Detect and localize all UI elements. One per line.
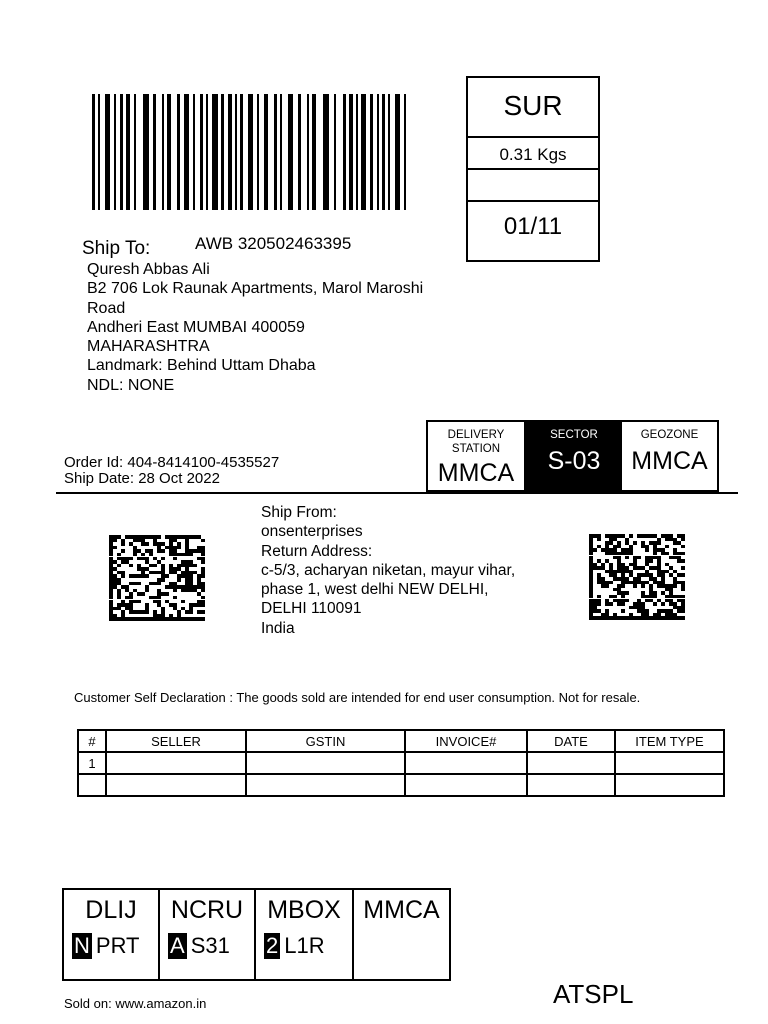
route-cell [64,890,160,979]
ship-from-line: c-5/3, acharyan niketan, mayur vihar, [261,561,516,579]
barcode-bar [126,94,130,210]
barcode-bar [248,94,253,210]
barcode-bar [395,94,400,210]
delivery-station-label: DELIVERY [447,429,505,441]
ship-from-line: phase 1, west delhi NEW DELHI, [261,581,489,599]
code-module [117,564,121,568]
barcode-bar [153,94,156,210]
barcode-bar [240,94,243,210]
col-header: INVOICE# [405,730,527,752]
code-module [121,549,125,553]
code-module [173,557,177,561]
code-module [201,617,205,621]
route-badge: A [170,933,185,958]
barcode-bar [177,94,180,210]
table-cell [615,774,724,796]
code-module [681,545,685,549]
code-module [681,616,685,620]
code-module [605,584,609,588]
code-module [157,582,161,586]
right-2d-code [589,534,685,620]
code-module [665,545,669,549]
code-module [201,574,205,578]
barcode-bar [212,94,218,210]
barcode-bar [162,94,164,210]
code-module [633,584,637,588]
sold-on: Sold on: www.amazon.in [64,996,207,1011]
sector-cell [526,422,622,490]
order-id: Order Id: 404-8414100-4535527 [64,454,280,471]
code-module [633,541,637,545]
barcode-bar [114,94,116,210]
divider-line [56,492,738,494]
code-module [661,602,665,606]
code-module [145,542,149,546]
code-module [681,559,685,563]
ship-from-line: DELHI 110091 [261,600,362,618]
col-header: SELLER [106,730,246,752]
ship-from-block [261,503,515,638]
ship-from-line: Return Address: [261,542,373,560]
delivery-station-value: MMCA [437,459,515,487]
route-top: MMCA [363,896,440,924]
seller-table [77,729,725,797]
barcode-bar [307,94,309,210]
address-line: B2 706 Lok Raunak Apartments, Marol Maroshi [87,280,424,298]
code-module [621,602,625,606]
barcode-bar [200,94,203,210]
sector-value: S-03 [547,447,601,475]
code-module [145,574,149,578]
code-module [145,589,149,593]
barcode-bar [184,94,189,210]
code-module [141,592,145,596]
ship-to-label: Ship To: [82,238,151,259]
code-module [161,578,165,582]
barcode-bar [388,94,390,210]
code-module [681,538,685,542]
code-module [681,609,685,613]
ship-from-line: India [261,619,295,637]
delivery-station-label-2: STATION [451,443,501,455]
code-module [121,542,125,546]
barcode-bar [404,94,406,210]
table-cell [246,774,405,796]
table-cell [405,752,527,774]
table-cell [527,774,615,796]
code-module [201,539,205,543]
barcode-bar [356,94,358,210]
table-cell [527,752,615,774]
route-cell [354,890,449,979]
barcode-bar [134,94,136,210]
table-cell: 1 [78,752,106,774]
barcode-bar [370,94,373,210]
table-cell [106,752,246,774]
barcode-bar [105,94,110,210]
route-cell [256,890,354,979]
package-count: 01/11 [503,213,563,240]
awb-barcode [92,94,410,210]
address-line: Landmark: Behind Uttam Dhaba [87,357,316,375]
barcode-bar [349,94,353,210]
code-module [657,541,661,545]
order-info [64,455,279,487]
route-badge: 2 [266,933,279,958]
table-row [78,774,724,796]
code-module [681,573,685,577]
table-cell [246,752,405,774]
code-module [161,549,165,553]
customer-declaration: Customer Self Declaration : The goods sold are intended for end user consumption. Not for resale. [74,690,641,705]
delivery-station-cell [428,422,526,490]
geozone-cell [622,422,717,490]
code-module [609,602,613,606]
barcode-bar [167,94,171,210]
ship-from-line: Ship From: [261,504,337,521]
code-module [181,600,185,604]
code-module [113,539,117,543]
barcode-bar [257,94,259,210]
route-rest: S31 [190,933,230,958]
col-header: ITEM TYPE [615,730,724,752]
code-module [621,584,625,588]
route-code-box [62,888,451,981]
route-top: MBOX [267,896,341,924]
address-line: Quresh Abbas Ali [87,261,210,278]
sort-code: SUR [468,78,598,138]
barcode-bar [377,94,379,210]
barcode-bar [280,94,282,210]
barcode-bar [343,94,346,210]
code-module [653,602,657,606]
code-module [177,546,181,550]
code-module [201,589,205,593]
address-line: Road [87,299,126,317]
carrier-code: ATSPL [553,979,634,1009]
code-module [681,566,685,570]
blank-cell [468,170,598,202]
code-module [625,599,629,603]
code-module [137,600,141,604]
barcode-bar [221,94,224,210]
barcode-bar [193,94,195,210]
code-module [161,557,165,561]
barcode-bar [120,94,123,210]
code-module [629,534,633,538]
barcode-bar [312,94,316,210]
table-row [78,752,724,774]
table-cell [78,774,106,796]
barcode-bar [92,94,95,210]
code-module [201,560,205,564]
barcode-bar [334,94,336,210]
barcode-bar [274,94,277,210]
code-module [129,557,133,561]
code-module [189,610,193,614]
code-module [681,552,685,556]
route-rest: L1R [284,933,325,958]
code-module [173,596,177,600]
code-module [121,574,125,578]
route-bottom [264,933,325,959]
code-module [189,553,193,557]
code-module [637,556,641,560]
code-module [597,602,601,606]
code-module [625,591,629,595]
left-2d-code [109,535,205,621]
address-line: NDL: NONE [87,376,175,394]
code-module [193,564,197,568]
code-module [129,564,133,568]
code-module [201,610,205,614]
code-module [113,546,117,550]
barcode-bar [228,94,232,210]
table-cell [106,774,246,796]
awb-number: AWB 320502463395 [195,234,352,253]
ship-to-address [87,260,467,395]
route-cell [160,890,256,979]
sector-label: SECTOR [550,429,598,441]
barcode-bar [361,94,366,210]
code-module [649,559,653,563]
code-module [609,581,613,585]
geozone-value: MMCA [631,447,708,475]
route-top: DLIJ [85,896,137,924]
barcode-bar [235,94,237,210]
code-module [145,610,149,614]
col-header: DATE [527,730,615,752]
code-module [137,582,141,586]
address-line: Andheri East MUMBAI 400059 [87,318,305,336]
sort-info-box [466,76,600,262]
col-header: GSTIN [246,730,405,752]
code-module [681,588,685,592]
routing-box [426,420,719,492]
route-badge: N [74,933,90,958]
barcode-bar [143,94,149,210]
code-module [641,584,645,588]
code-module [153,564,157,568]
barcode-bar [288,94,293,210]
code-module [645,548,649,552]
table-cell [405,774,527,796]
code-module [621,609,625,613]
route-top: NCRU [170,896,244,924]
barcode-bar [382,94,385,210]
ship-date: Ship Date: 28 Oct 2022 [64,470,220,487]
col-header: # [78,730,106,752]
route-bottom [168,933,230,959]
code-module [673,584,677,588]
barcode-bar [206,94,208,210]
barcode-bar [98,94,100,210]
address-line: MAHARASHTRA [87,338,210,356]
route-rest: PRT [95,933,140,958]
barcode-bar [323,94,329,210]
barcode-bar [264,94,268,210]
code-module [201,603,205,607]
code-module [593,548,597,552]
route-bottom [72,933,140,959]
code-module [165,592,169,596]
ship-from-line: onsenterprises [261,523,363,541]
table-header-row [78,730,724,752]
code-module [165,574,169,578]
table-cell [615,752,724,774]
code-module [173,589,177,593]
code-module [157,535,161,539]
barcode-bar [298,94,301,210]
package-weight: 0.31 Kgs [468,138,598,170]
code-module [625,556,629,560]
code-module [177,578,181,582]
geozone-label: GEOZONE [640,429,699,441]
code-module [597,538,601,542]
